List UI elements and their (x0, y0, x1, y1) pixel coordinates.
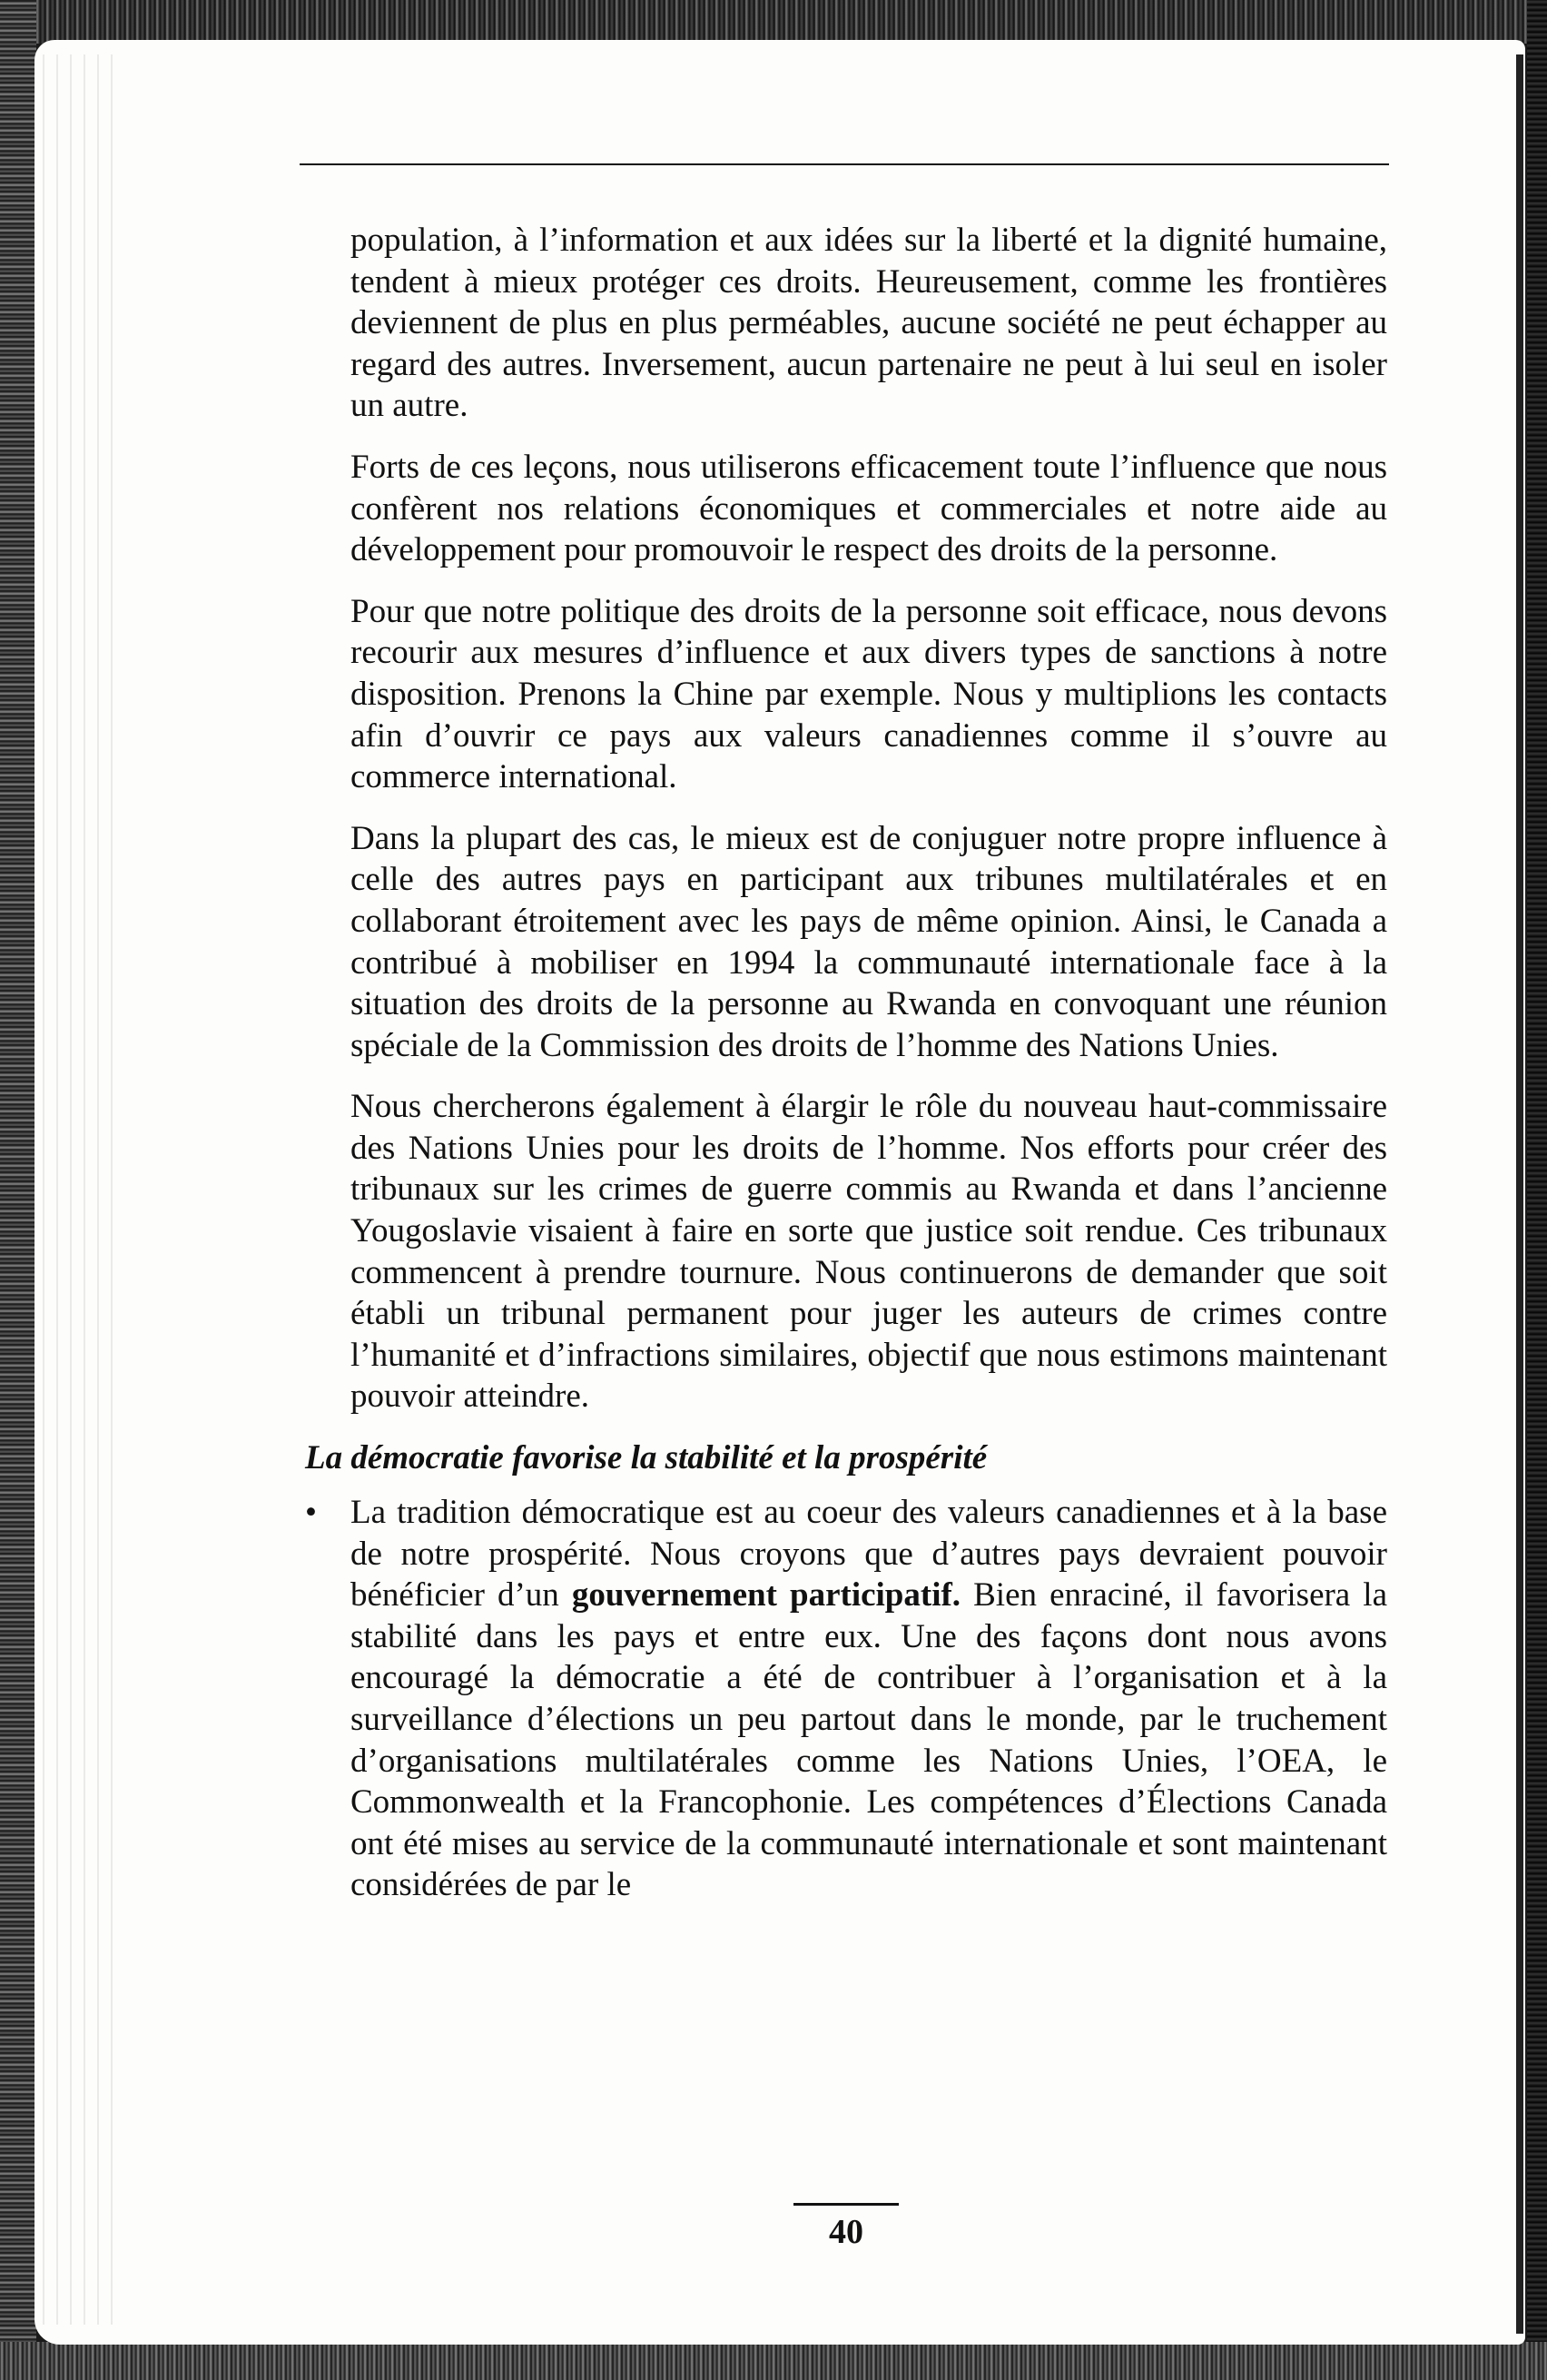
bullet-text-after: Bien enraciné, il favorisera la stabilité dans les pays et entre eux. Une des façons dont nous avons encouragé la démocratie a été de contribuer à l’organisation et à la surveillance d’élections un peu partout dans le monde, par le truchement d’organisations multilatérales comme les Nations Unies, l’OEA, le Commonwealth et la Francophonie. Les compétences d’Élections Canada ont été mises au service de la communauté internationale et sont maintenant considérées de par le (350, 1576, 1388, 1904)
bullet-bold-text: gouvernement participatif. (571, 1576, 961, 1615)
section-heading: La démocratie favorise la stabilité et la prospérité (305, 1439, 988, 1477)
paragraph: population, à l’information et aux idées sur la liberté et la dignité humaine, tendent à mieux protéger ces droits. Heureusement, comme les frontières deviennent de plus en plus perméables, aucune société ne peut échapper au regard des autres. Inversement, aucun partenaire ne peut à lui seul en isoler un autre. (350, 222, 1387, 425)
scan-left-edge (0, 0, 36, 2380)
paragraph: Forts de ces leçons, nous utiliserons efficacement toute l’influence que nous confèrent nos relations économiques et commerciales et notre aide au développement pour promouvoir le respect des droits de la personne. (350, 448, 1387, 569)
page-number: 40 (829, 2213, 863, 2251)
paragraph: Dans la plupart des cas, le mieux est de conjuguer notre propre influence à celle des autres pays en participant aux tribunes multilatérales et en collaborant étroitement avec les pays de même opinion. Ainsi, le Canada a contribué à mobiliser en 1994 la communauté internationale face à la situation des droits de la personne au Rwanda en convoquant une réunion spéciale de la Commission des droits de l’homme des Nations Unies. (350, 819, 1387, 1064)
scan-bottom-edge (0, 2342, 1547, 2380)
body-text (305, 220, 1388, 1926)
bullet-item (305, 1492, 1388, 1906)
bullet-text-before: La tradition démocratique est au coeur des valeurs canadiennes et à la base de notre prospérité. Nous croyons que d’autres pays devraient pouvoir bénéficier d’un (350, 1494, 1387, 1615)
paragraph: Nous chercherons également à élargir le rôle du nouveau haut-commissaire des Nations Unies pour les droits de l’homme. Nos efforts pour créer des tribunaux sur les crimes de guerre commis au Rwanda et dans l’ancienne Yougoslavie visaient à faire en sorte que justice soit rendue. Ces tribunaux commencent à prendre tournure. Nous continuerons de demander que soit établi un tribunal permanent pour juger les auteurs de crimes contre l’humanité et d’infractions similaires, objectif que nous estimons maintenant pouvoir atteindre. (350, 1088, 1387, 1416)
footer-rule (793, 2203, 899, 2206)
bullet-marker: • (305, 1494, 317, 1532)
scan-top-edge (0, 0, 1547, 44)
page-stack-edges (36, 54, 118, 2325)
scan-right-edge (1527, 0, 1547, 2380)
paragraph: Pour que notre politique des droits de la personne soit efficace, nous devons recourir aux mesures d’influence et aux divers types de sanctions à notre disposition. Prenons la Chine par exemple. Nous y multiplions les contacts afin d’ouvrir ce pays aux valeurs canadiennes comme il s’ouvre au commerce international. (350, 592, 1387, 796)
page-right-edge (1516, 54, 1523, 2334)
header-rule (300, 163, 1389, 165)
